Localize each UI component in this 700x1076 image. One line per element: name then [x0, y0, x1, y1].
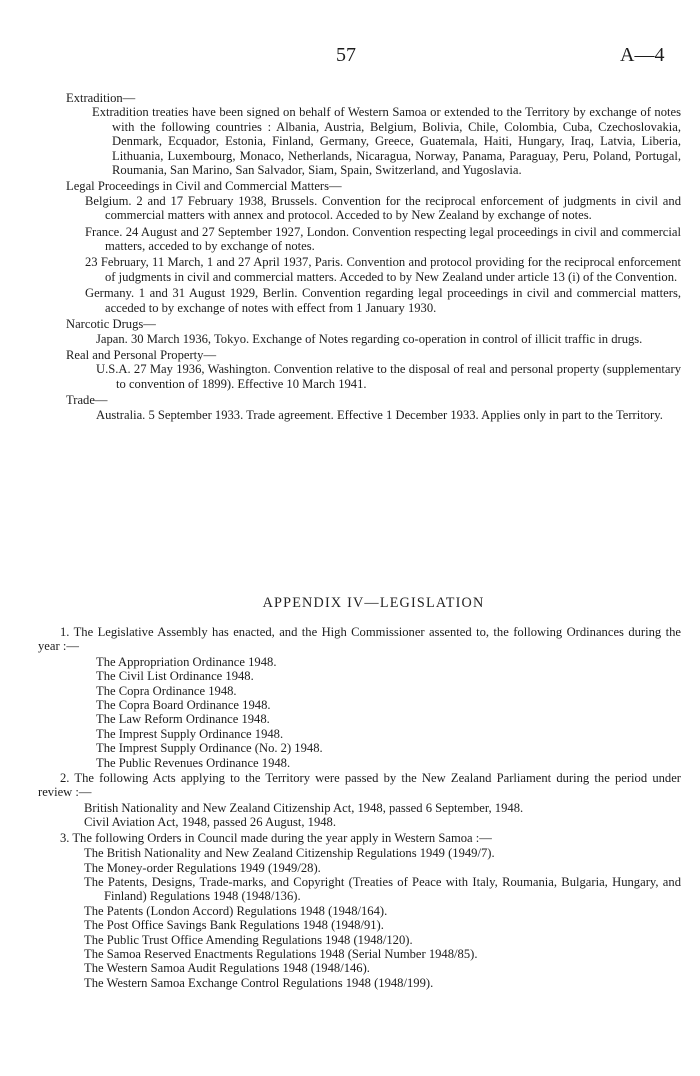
order-item: The Samoa Reserved Enactments Regulations 1948 (Serial Number 1948/85).: [84, 946, 478, 961]
appendix-title: APPENDIX IV—LEGISLATION: [262, 595, 485, 611]
ordinance-item: The Imprest Supply Ordinance 1948.: [96, 726, 284, 741]
order-item: The Western Samoa Exchange Control Regulations 1948 (1948/199).: [84, 975, 434, 990]
paragraph-1: 1. The Legislative Assembly has enacted, and the High Commissioner assented to, the following Ordinances during the year :—: [38, 625, 681, 654]
section-heading: Real and Personal Property—: [66, 347, 217, 362]
treaty-list: [66, 91, 681, 424]
order-item: The Post Office Savings Bank Regulations 1948 (1948/91).: [84, 918, 384, 933]
order-item: The Patents, Designs, Trade-marks, and Copyright (Treaties of Peace with Italy, Roumania, Bulgaria, Hungary, and Finland) Regulations 1948 (1948/136).: [84, 874, 681, 904]
treaty-entry: Australia. 5 September 1933. Trade agreement. Effective 1 December 1933. Applies only in part to the Territory.: [96, 407, 663, 422]
order-item: The Money-order Regulations 1949 (1949/28).: [84, 860, 321, 875]
act-list: [38, 801, 681, 830]
ordinance-item: The Appropriation Ordinance 1948.: [96, 654, 277, 669]
section-real-personal-property: [66, 348, 681, 391]
page-number: 57: [336, 44, 356, 66]
ordinance-item: The Civil List Ordinance 1948.: [96, 669, 254, 684]
ordinance-item: The Public Revenues Ordinance 1948.: [96, 755, 291, 770]
paragraph-2: 2. The following Acts applying to the Territory were passed by the New Zealand Parliament during the period under review :—: [38, 771, 681, 800]
section-trade: [66, 393, 681, 422]
document-series-code: A—4: [620, 44, 665, 66]
treaty-entry: Germany. 1 and 31 August 1929, Berlin. Convention regarding legal proceedings in civil and commercial matters, acceded to by exchange of notes with effect from 1 January 1930.: [85, 286, 681, 315]
section-heading: Narcotic Drugs—: [66, 317, 156, 332]
section-heading: Extradition—: [66, 91, 136, 105]
ordinance-list: [38, 655, 681, 770]
section-extradition: [66, 91, 681, 177]
treaty-entry: Japan. 30 March 1936, Tokyo. Exchange of Notes regarding co-operation in control of illicit traffic in drugs.: [96, 331, 643, 346]
treaty-entry: 23 February, 11 March, 1 and 27 April 1937, Paris. Convention and protocol providing for the reciprocal enforcement of judgments in civil and commercial matters. Acceded to by New Zealand under article 13 (i) of the Convention.: [85, 255, 681, 284]
ordinance-item: The Copra Ordinance 1948.: [96, 683, 237, 698]
paragraph-3: 3. The following Orders in Council made during the year apply in Western Samoa :—: [60, 830, 492, 845]
act-item: British Nationality and New Zealand Citizenship Act, 1948, passed 6 September, 1948.: [84, 800, 524, 815]
ordinance-item: The Copra Board Ordinance 1948.: [96, 698, 271, 713]
order-list: [38, 846, 681, 990]
treaty-entry: France. 24 August and 27 September 1927, London. Convention respecting legal proceedings in civil and commercial matters, acceded to by exchange of notes.: [85, 224, 681, 254]
order-item: The Patents (London Accord) Regulations 1948 (1948/164).: [84, 903, 388, 918]
order-item: The Public Trust Office Amending Regulations 1948 (1948/120).: [84, 932, 413, 947]
order-item: The Western Samoa Audit Regulations 1948 (1948/146).: [84, 961, 370, 976]
section-legal-proceedings: [66, 179, 681, 315]
ordinance-item: The Imprest Supply Ordinance (No. 2) 1948.: [96, 741, 323, 756]
section-heading: Trade—: [66, 393, 108, 408]
act-item: Civil Aviation Act, 1948, passed 26 August, 1948.: [84, 815, 336, 830]
treaty-entry: Extradition treaties have been signed on behalf of Western Samoa or extended to the Territory by exchange of notes with the following countries : Albania, Austria, Belgium, Bolivia, Chile, Colombia, Cuba, Czechoslovakia, Denmark, Ecquador, Estonia, Finland, Germany, Greece, Guatemala, Haiti, Hungary, Iraq, Latvia, Liberia, Lithuania, Luxembourg, Monaco, Netherlands, Nicaragua, Norway, Panama, Paraguay, Peru, Poland, Portugal, Roumania, San Marino, San Salvador, Siam, Spain, Switzerland, and Yugoslavia.: [92, 105, 681, 178]
section-heading: Legal Proceedings in Civil and Commercial Matters—: [66, 179, 342, 194]
order-item: The British Nationality and New Zealand Citizenship Regulations 1949 (1949/7).: [84, 846, 495, 861]
appendix-body: [38, 625, 681, 990]
treaty-entry: Belgium. 2 and 17 February 1938, Brussels. Convention for the reciprocal enforcement of judgments in civil and commercial matters with annex and protocol. Acceded to by New Zealand by exchange of notes.: [85, 193, 681, 223]
ordinance-item: The Law Reform Ordinance 1948.: [96, 712, 270, 727]
section-narcotic-drugs: [66, 317, 681, 346]
treaty-entry: U.S.A. 27 May 1936, Washington. Convention relative to the disposal of real and personal property (supplementary to convention of 1899). Effective 10 March 1941.: [96, 362, 681, 391]
